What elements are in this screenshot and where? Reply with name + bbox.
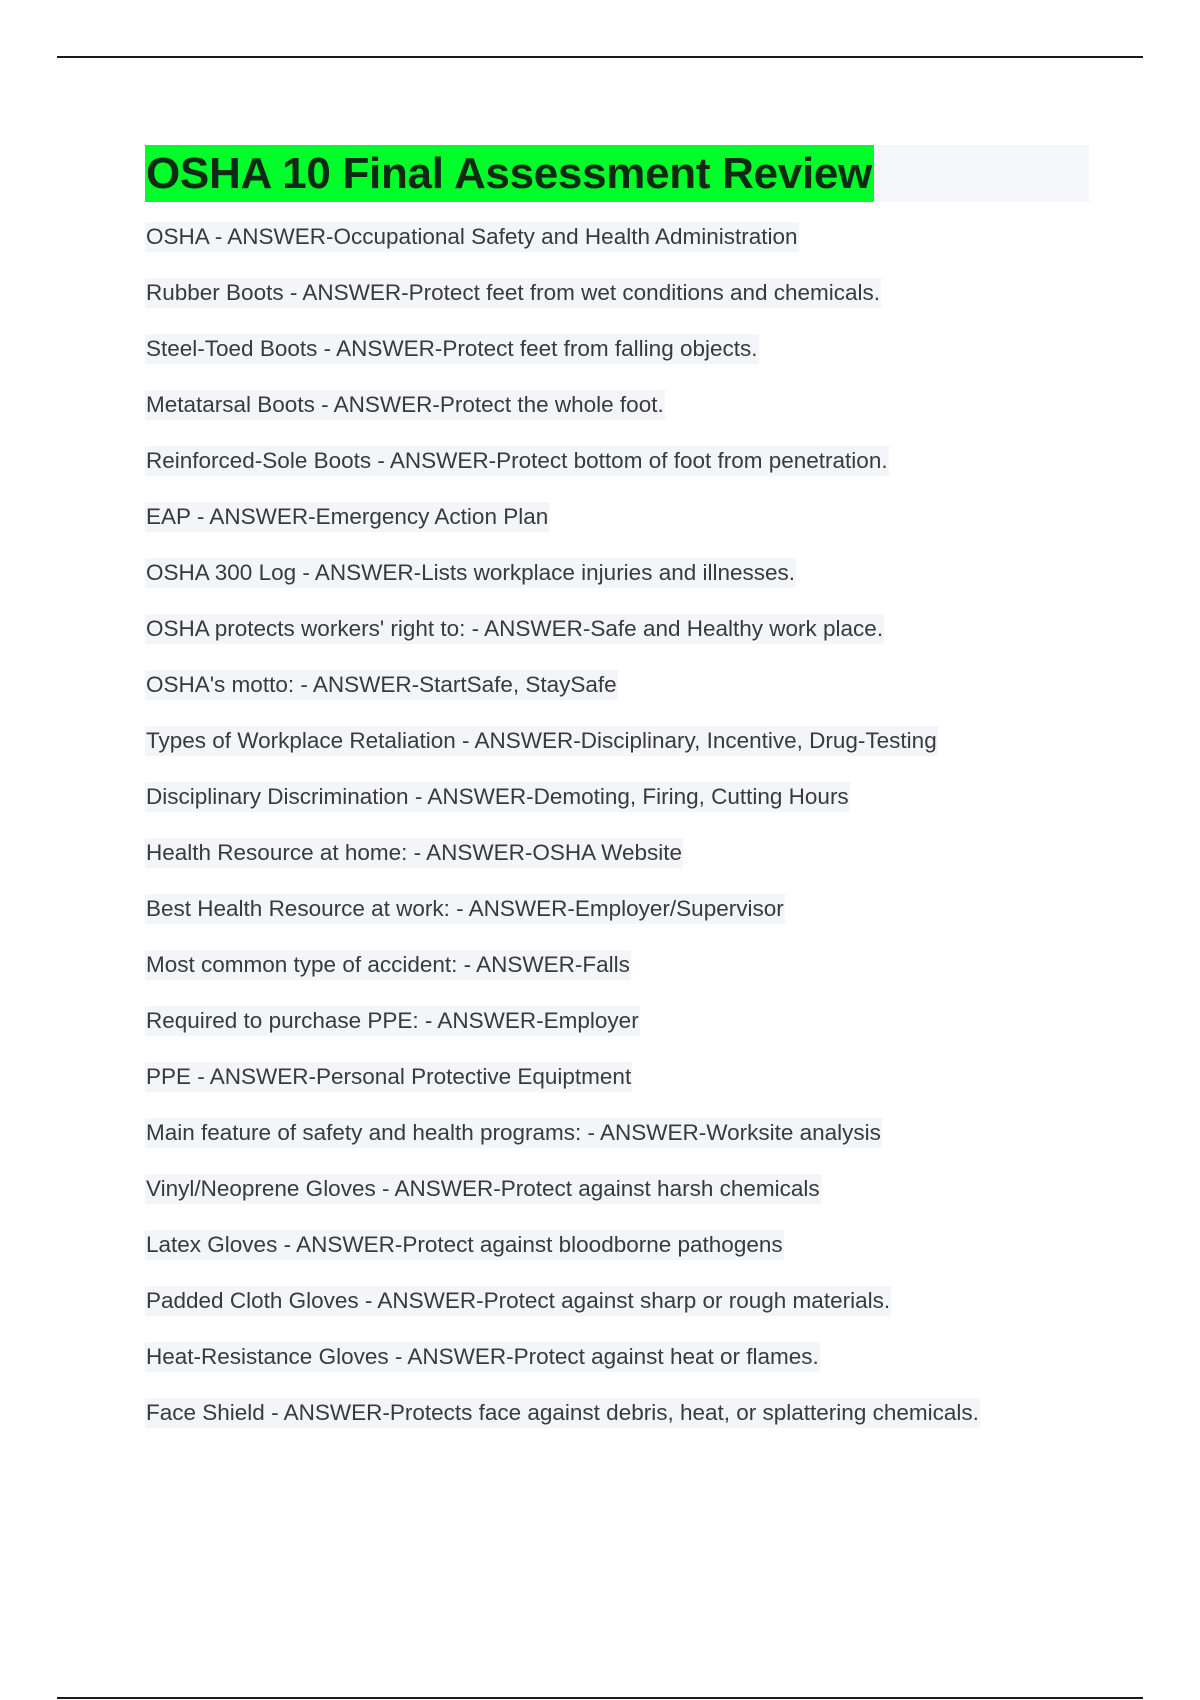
qa-item	[145, 1006, 980, 1062]
qa-item	[145, 782, 980, 838]
qa-item	[145, 502, 980, 558]
qa-text: Types of Workplace Retaliation - ANSWER-Disciplinary, Incentive, Drug-Testing	[145, 726, 938, 756]
bottom-rule	[57, 1697, 1143, 1699]
qa-item	[145, 558, 980, 614]
qa-text: Steel-Toed Boots - ANSWER-Protect feet from falling objects.	[145, 334, 759, 364]
qa-text: Main feature of safety and health programs: - ANSWER-Worksite analysis	[145, 1118, 882, 1148]
qa-text: EAP - ANSWER-Emergency Action Plan	[145, 502, 549, 532]
qa-item	[145, 614, 980, 670]
qa-item	[145, 278, 980, 334]
qa-item	[145, 1118, 980, 1174]
qa-text: Padded Cloth Gloves - ANSWER-Protect against sharp or rough materials.	[145, 1286, 891, 1316]
qa-item	[145, 446, 980, 502]
qa-text: Rubber Boots - ANSWER-Protect feet from wet conditions and chemicals.	[145, 278, 881, 308]
qa-text: Required to purchase PPE: - ANSWER-Employer	[145, 1006, 640, 1036]
qa-item	[145, 726, 980, 782]
qa-item	[145, 1286, 980, 1342]
qa-item	[145, 222, 980, 278]
qa-text: Most common type of accident: - ANSWER-Falls	[145, 950, 631, 980]
qa-text: Face Shield - ANSWER-Protects face against debris, heat, or splattering chemicals.	[145, 1398, 980, 1428]
qa-text: Best Health Resource at work: - ANSWER-Employer/Supervisor	[145, 894, 785, 924]
qa-text: OSHA 300 Log - ANSWER-Lists workplace injuries and illnesses.	[145, 558, 796, 588]
qa-list	[145, 222, 980, 1454]
qa-text: PPE - ANSWER-Personal Protective Equiptment	[145, 1062, 632, 1092]
qa-item	[145, 334, 980, 390]
qa-item	[145, 1230, 980, 1286]
qa-item	[145, 894, 980, 950]
qa-item	[145, 390, 980, 446]
qa-item	[145, 1342, 980, 1398]
qa-item	[145, 838, 980, 894]
qa-item	[145, 1062, 980, 1118]
qa-text: Vinyl/Neoprene Gloves - ANSWER-Protect against harsh chemicals	[145, 1174, 821, 1204]
qa-item	[145, 670, 980, 726]
qa-text: Heat-Resistance Gloves - ANSWER-Protect against heat or flames.	[145, 1342, 820, 1372]
qa-item	[145, 950, 980, 1006]
qa-text: Metatarsal Boots - ANSWER-Protect the whole foot.	[145, 390, 665, 420]
qa-item	[145, 1174, 980, 1230]
top-rule	[57, 56, 1143, 58]
title-row	[145, 145, 1089, 202]
qa-text: Disciplinary Discrimination - ANSWER-Demoting, Firing, Cutting Hours	[145, 782, 850, 812]
qa-text: OSHA - ANSWER-Occupational Safety and Health Administration	[145, 222, 799, 252]
qa-text: Latex Gloves - ANSWER-Protect against bloodborne pathogens	[145, 1230, 784, 1260]
page-title: OSHA 10 Final Assessment Review	[145, 145, 874, 202]
qa-text: OSHA's motto: - ANSWER-StartSafe, StaySafe	[145, 670, 618, 700]
qa-text: Reinforced-Sole Boots - ANSWER-Protect bottom of foot from penetration.	[145, 446, 889, 476]
qa-text: OSHA protects workers' right to: - ANSWER-Safe and Healthy work place.	[145, 614, 884, 644]
qa-text: Health Resource at home: - ANSWER-OSHA Website	[145, 838, 683, 868]
qa-item	[145, 1398, 980, 1454]
